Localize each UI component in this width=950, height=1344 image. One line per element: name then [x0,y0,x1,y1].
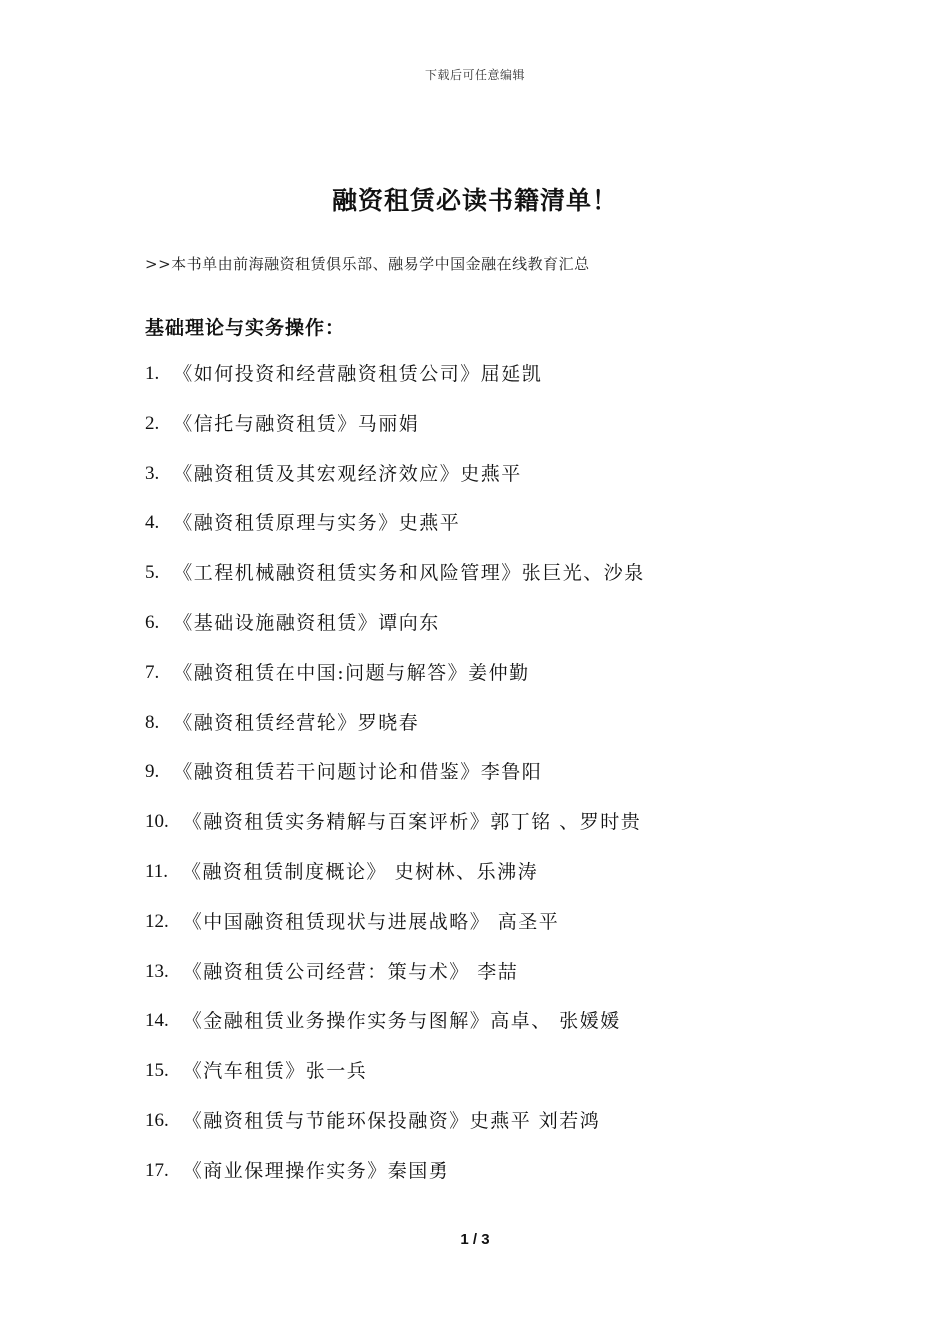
list-item-number: 9. [145,761,160,783]
list-item [145,710,645,760]
list-item [145,560,645,610]
list-item-text: 《融资租赁与节能环保投融资》史燕平 刘若鸿 [182,1109,601,1132]
list-item [145,959,645,1009]
list-item-text: 《融资租赁经营轮》罗晓春 [173,711,420,734]
list-item [145,610,645,660]
list-item-number: 17. [145,1159,169,1181]
list-item-number: 15. [145,1060,169,1082]
list-item [145,1158,645,1208]
header-note: 下载后可任意编辑 [424,68,525,82]
page-indicator: 1 / 3 [460,1231,490,1248]
list-item-text: 《如何投资和经营融资租赁公司》屈延凯 [173,363,543,385]
list-item-number: 2. [145,412,160,434]
section-heading: 基础理论与实务操作： [145,317,346,339]
list-item-text: 《融资租赁实务精解与百案评析》郭丁铭 、罗时贵 [182,811,642,834]
list-item-number: 4. [145,512,160,534]
list-item-number: 16. [145,1109,169,1131]
list-item-number: 13. [145,960,169,982]
list-item [145,1108,645,1158]
list-item-number: 14. [145,1010,169,1032]
list-item-text: 《融资租赁若干问题讨论和借鉴》李鲁阳 [173,761,543,784]
list-item-number: 8. [145,711,160,733]
list-item-text: 《汽车租赁》张一兵 [182,1060,368,1083]
subtitle: >>本书单由前海融资租赁俱乐部、融易学中国金融在线教育汇总 [145,255,590,273]
list-item-text: 《商业保理操作实务》秦国勇 [182,1159,450,1182]
list-item-number: 7. [145,661,160,683]
list-item-number: 10. [145,811,169,833]
list-item-number: 1. [145,363,160,384]
list-item-number: 11. [145,860,169,882]
list-item [145,411,645,461]
list-item-text: 《金融租赁业务操作实务与图解》高卓、 张媛媛 [182,1010,621,1033]
list-item-text: 《基础设施融资租赁》谭向东 [173,611,440,634]
list-item-text: 《中国融资租赁现状与进展战略》 高圣平 [182,910,560,933]
list-item-text: 《融资租赁在中国:问题与解答》姜仲勤 [173,661,530,684]
list-item [145,660,645,710]
list-item [145,909,645,959]
list-item [145,510,645,560]
list-item-text: 《信托与融资租赁》马丽娟 [173,412,420,435]
list-item-text: 《融资租赁原理与实务》史燕平 [173,512,461,535]
list-item [145,809,645,859]
page-title: 融资租赁必读书籍清单！ [331,186,618,215]
list-item [145,361,645,411]
list-item-text: 《融资租赁及其宏观经济效应》史燕平 [173,462,522,485]
list-item [145,461,645,511]
list-item [145,859,645,909]
list-item-number: 5. [145,562,160,584]
list-item [145,1058,645,1108]
book-list [145,361,645,1208]
list-item-text: 《工程机械融资租赁实务和风险管理》张巨光、沙泉 [173,562,645,585]
list-item-text: 《融资租赁公司经营：策与术》 李喆 [182,960,519,983]
list-item-number: 6. [145,611,160,633]
list-item [145,759,645,809]
list-item-text: 《融资租赁制度概论》 史树林、乐沸涛 [182,860,539,883]
list-item-number: 3. [145,462,160,484]
list-item [145,1008,645,1058]
list-item-number: 12. [145,910,169,932]
